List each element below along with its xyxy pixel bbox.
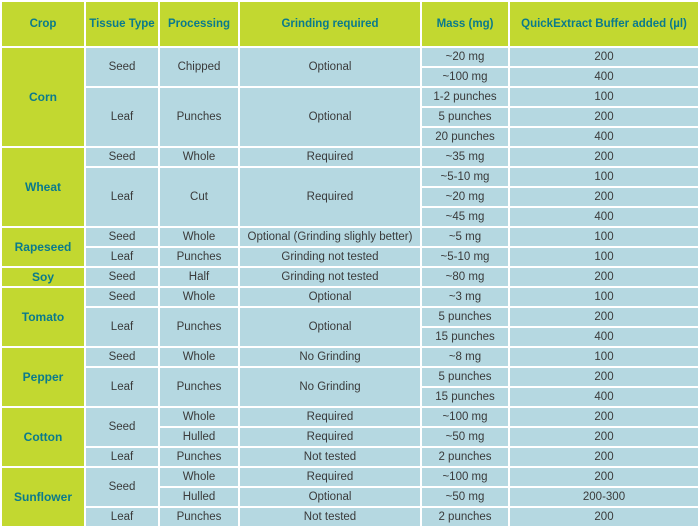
crop-cell: Tomato [2,288,84,346]
grinding-cell: Not tested [240,508,420,526]
grinding-cell: Optional [240,48,420,86]
tissue-cell: Leaf [86,368,158,406]
mass-cell: ~50 mg [422,488,508,506]
processing-cell: Whole [160,468,238,486]
table-row [2,48,698,66]
tissue-cell: Seed [86,228,158,246]
mass-cell: ~45 mg [422,208,508,226]
mass-cell: ~20 mg [422,188,508,206]
table-row [2,88,698,106]
mass-cell: ~50 mg [422,428,508,446]
mass-cell: ~80 mg [422,268,508,286]
buffer-cell: 100 [510,248,698,266]
tissue-cell: Leaf [86,308,158,346]
header-processing: Processing [160,2,238,46]
buffer-cell: 100 [510,348,698,366]
buffer-cell: 200 [510,368,698,386]
table-row [2,288,698,306]
table-row [2,348,698,366]
buffer-cell: 100 [510,288,698,306]
table-row [2,368,698,386]
grinding-cell: Required [240,168,420,226]
grinding-cell: Grinding not tested [240,268,420,286]
grinding-cell: Optional [240,288,420,306]
buffer-cell: 200-300 [510,488,698,506]
buffer-cell: 100 [510,88,698,106]
mass-cell: ~5 mg [422,228,508,246]
processing-cell: Whole [160,348,238,366]
tissue-cell: Leaf [86,508,158,526]
processing-cell: Punches [160,308,238,346]
processing-cell: Punches [160,248,238,266]
buffer-cell: 400 [510,68,698,86]
header-mass: Mass (mg) [422,2,508,46]
processing-cell: Punches [160,368,238,406]
table-row [2,448,698,466]
grinding-cell: Optional [240,308,420,346]
mass-cell: 2 punches [422,448,508,466]
buffer-cell: 400 [510,128,698,146]
mass-cell: 5 punches [422,108,508,126]
processing-cell: Hulled [160,428,238,446]
mass-cell: ~35 mg [422,148,508,166]
tissue-cell: Leaf [86,448,158,466]
mass-cell: 15 punches [422,388,508,406]
grinding-cell: Optional [240,88,420,146]
tissue-cell: Seed [86,348,158,366]
table-row [2,268,698,286]
header-crop: Crop [2,2,84,46]
table-row [2,308,698,326]
table-row [2,508,698,526]
buffer-cell: 200 [510,268,698,286]
buffer-cell: 200 [510,48,698,66]
grinding-cell: Not tested [240,448,420,466]
processing-cell: Punches [160,448,238,466]
crop-cell: Sunflower [2,468,84,526]
tissue-cell: Seed [86,468,158,506]
tissue-cell: Seed [86,408,158,446]
mass-cell: 5 punches [422,368,508,386]
grinding-cell: Required [240,408,420,426]
mass-cell: 15 punches [422,328,508,346]
tissue-cell: Seed [86,288,158,306]
mass-cell: ~5-10 mg [422,168,508,186]
header-buffer-added: QuickExtract Buffer added (µl) [510,2,698,46]
mass-cell: ~100 mg [422,408,508,426]
mass-cell: ~100 mg [422,468,508,486]
processing-cell: Punches [160,508,238,526]
grinding-cell: No Grinding [240,348,420,366]
grinding-cell: Required [240,468,420,486]
buffer-cell: 200 [510,468,698,486]
crop-cell: Corn [2,48,84,146]
processing-cell: Whole [160,288,238,306]
tissue-cell: Seed [86,148,158,166]
table-row [2,228,698,246]
buffer-cell: 200 [510,108,698,126]
buffer-cell: 200 [510,448,698,466]
crop-cell: Soy [2,268,84,286]
crop-cell: Rapeseed [2,228,84,266]
mass-cell: ~8 mg [422,348,508,366]
processing-cell: Punches [160,88,238,146]
processing-cell: Hulled [160,488,238,506]
tissue-cell: Leaf [86,88,158,146]
mass-cell: 1-2 punches [422,88,508,106]
header-grinding-required: Grinding required [240,2,420,46]
processing-cell: Whole [160,228,238,246]
tissue-cell: Seed [86,268,158,286]
buffer-cell: 200 [510,408,698,426]
mass-cell: ~100 mg [422,68,508,86]
buffer-cell: 200 [510,188,698,206]
buffer-cell: 100 [510,228,698,246]
mass-cell: ~5-10 mg [422,248,508,266]
header-tissue-type: Tissue Type [86,2,158,46]
table-row [2,248,698,266]
header-row [2,2,698,46]
table-row [2,468,698,486]
grinding-cell: No Grinding [240,368,420,406]
grinding-cell: Optional (Grinding slighly better) [240,228,420,246]
grinding-cell: Optional [240,488,420,506]
tissue-cell: Seed [86,48,158,86]
processing-cell: Cut [160,168,238,226]
buffer-cell: 400 [510,388,698,406]
mass-cell: ~20 mg [422,48,508,66]
grinding-cell: Grinding not tested [240,248,420,266]
mass-cell: ~3 mg [422,288,508,306]
mass-cell: 5 punches [422,308,508,326]
buffer-cell: 200 [510,428,698,446]
table-row [2,408,698,426]
processing-cell: Whole [160,148,238,166]
table-row [2,168,698,186]
processing-cell: Whole [160,408,238,426]
processing-cell: Half [160,268,238,286]
buffer-cell: 100 [510,168,698,186]
crop-cell: Wheat [2,148,84,226]
crop-cell: Cotton [2,408,84,466]
buffer-cell: 400 [510,328,698,346]
crop-cell: Pepper [2,348,84,406]
processing-cell: Chipped [160,48,238,86]
table-row [2,148,698,166]
buffer-cell: 400 [510,208,698,226]
buffer-cell: 200 [510,308,698,326]
tissue-cell: Leaf [86,168,158,226]
tissue-cell: Leaf [86,248,158,266]
buffer-cell: 200 [510,508,698,526]
mass-cell: 2 punches [422,508,508,526]
buffer-cell: 200 [510,148,698,166]
grinding-cell: Required [240,148,420,166]
mass-cell: 20 punches [422,128,508,146]
grinding-cell: Required [240,428,420,446]
